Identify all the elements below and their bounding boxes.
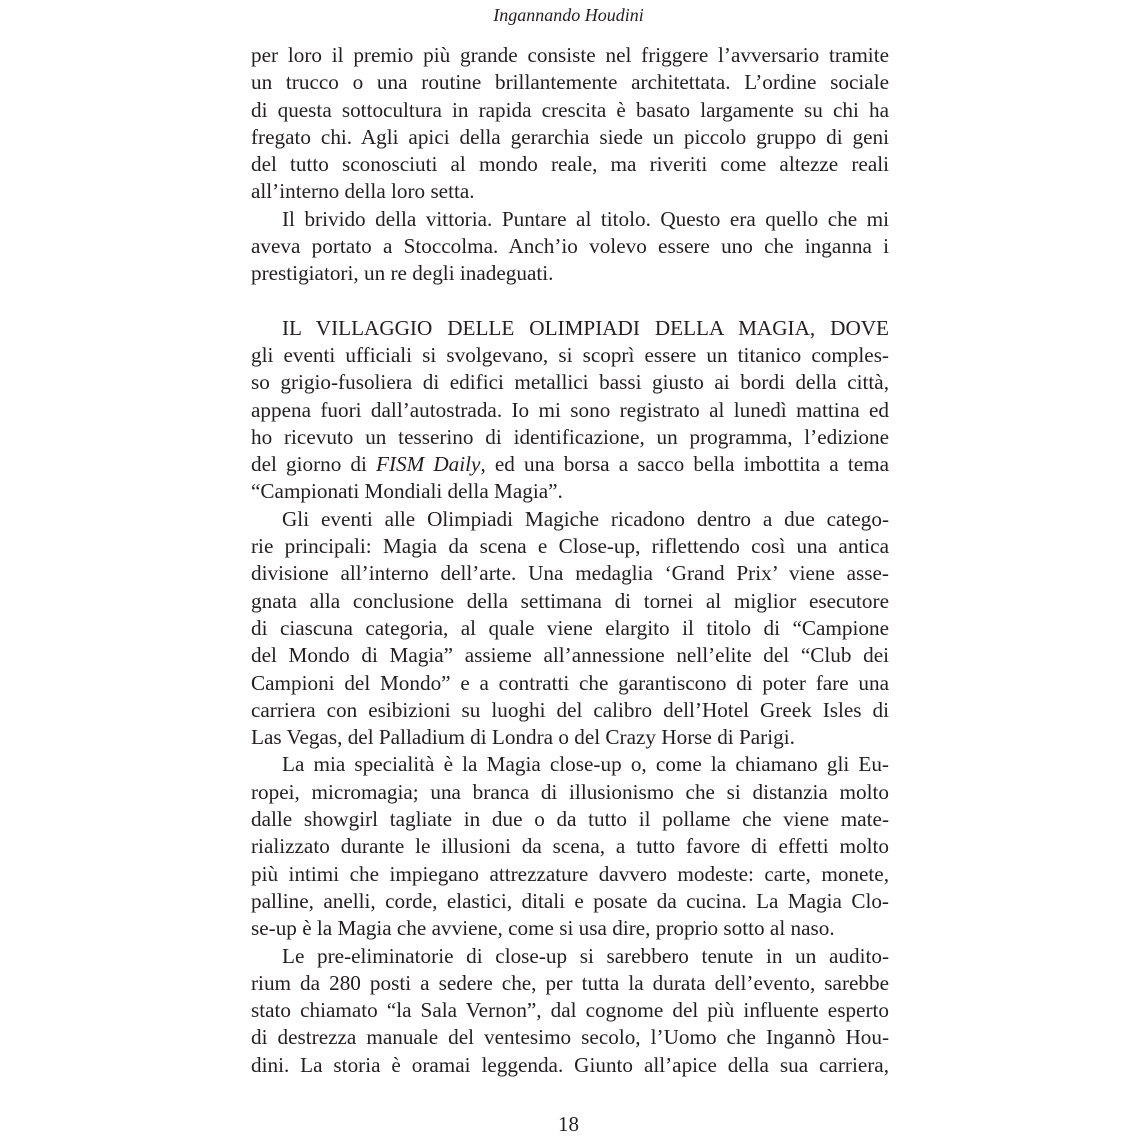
text-line: se-up è la Magia che avviene, come si usa dire, proprio sotto al naso.	[251, 916, 835, 941]
text-line: all’interno della loro setta.	[251, 179, 475, 204]
page-number: 18	[558, 1112, 579, 1136]
text-line: rium da 280 posti a sedere che, per tutta la durata dell’evento, sarebbe	[251, 970, 889, 995]
text-line: ropei, micromagia; una branca di illusionismo che si distanzia molto	[251, 779, 889, 804]
text-line: carriera con esibizioni su luoghi del calibro dell’Hotel Greek Isles di	[251, 697, 889, 722]
paragraph	[251, 751, 889, 942]
text-line: di ciascuna categoria, al quale viene elargito il titolo di “Campione	[251, 615, 889, 640]
text-line: dalle showgirl tagliate in due o da tutto il pollame che viene mate-	[251, 807, 889, 832]
text-line: dini. La storia è oramai leggenda. Giunto all’apice della sua carriera,	[251, 1052, 889, 1077]
text-line: Il brivido della vittoria. Puntare al titolo. Questo era quello che mi	[282, 206, 889, 231]
paragraph	[251, 943, 889, 1079]
text-line: gli eventi ufficiali si svolgevano, si scoprì essere un titanico comples-	[251, 342, 889, 367]
text-line: di destrezza manuale del ventesimo secolo, l’Uomo che Ingannò Hou-	[251, 1025, 889, 1050]
section-break	[251, 288, 889, 315]
text-line: fregato chi. Agli apici della gerarchia siede un piccolo gruppo di geni	[251, 124, 889, 149]
text-line: più intimi che impiegano attrezzature davvero modeste: carte, monete,	[251, 861, 889, 886]
text-line: IL VILLAGGIO DELLE OLIMPIADI DELLA MAGIA, DOVE	[282, 315, 889, 340]
text-line: so grigio-fusoliera di edifici metallici bassi giusto ai bordi della città,	[251, 370, 889, 395]
text-line: appena fuori dall’autostrada. Io mi sono registrato al lunedì mattina ed	[251, 397, 889, 422]
text-line: palline, anelli, corde, elastici, ditali e posate da cucina. La Magia Clo-	[251, 888, 889, 913]
paragraph	[251, 206, 889, 288]
text-line: aveva portato a Stoccolma. Anch’io volevo essere uno che inganna i	[251, 234, 889, 259]
text-line: rie principali: Magia da scena e Close-up, riflettendo così una antica	[251, 534, 889, 559]
text-line: ho ricevuto un tesserino di identificazione, un programma, l’edizione	[251, 424, 889, 449]
text-line: Las Vegas, del Palladium di Londra o del Crazy Horse di Parigi.	[251, 725, 795, 750]
paragraph	[251, 42, 889, 206]
text-line: “Campionati Mondiali della Magia”.	[251, 479, 563, 504]
paragraph	[251, 506, 889, 752]
text-line: del tutto sconosciuti al mondo reale, ma riveriti come altezze reali	[251, 152, 889, 177]
text-line: del giorno di FISM Daily, ed una borsa a sacco bella imbottita a tema	[251, 452, 889, 477]
text-line: Gli eventi alle Olimpiadi Magiche ricadono dentro a due catego-	[282, 506, 889, 531]
text-line: gnata alla conclusione della settimana di tornei al miglior esecutore	[251, 588, 889, 613]
text-line: Le pre-eliminatorie di close-up si sarebbero tenute in un audito-	[282, 943, 889, 968]
text-line: rializzato durante le illusioni da scena, a tutto favore di effetti molto	[251, 834, 889, 859]
text-line: del Mondo di Magia” assieme all’annessione nell’elite del “Club dei	[251, 643, 889, 668]
text-line: di questa sottocultura in rapida crescita è basato largamente su chi ha	[251, 97, 889, 122]
text-line: Campioni del Mondo” e a contratti che garantiscono di poter fare una	[251, 670, 889, 695]
body-text	[251, 42, 889, 1079]
text-line: divisione all’interno dell’arte. Una medaglia ‘Grand Prix’ viene asse-	[251, 561, 889, 586]
running-head: Ingannando Houdini	[493, 5, 644, 25]
text-line: per loro il premio più grande consiste nel friggere l’avversario tramite	[251, 43, 889, 67]
text-line: prestigiatori, un re degli inadeguati.	[251, 261, 554, 286]
text-line: stato chiamato “la Sala Vernon”, dal cognome del più influente esperto	[251, 998, 889, 1023]
text-line: La mia specialità è la Magia close-up o, come la chiamano gli Eu-	[282, 752, 889, 777]
paragraph	[251, 315, 889, 506]
text-line: un trucco o una routine brillantemente architettata. L’ordine sociale	[251, 70, 889, 95]
